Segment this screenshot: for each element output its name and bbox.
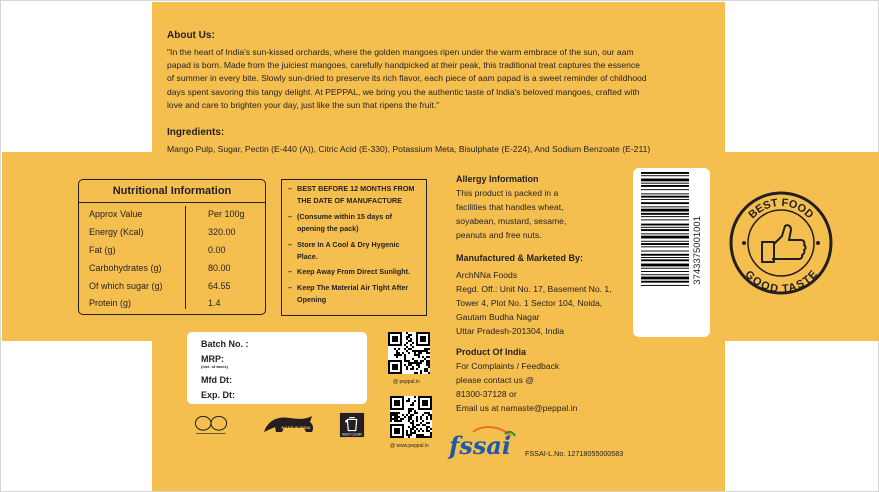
batch-box: [187, 332, 367, 404]
nutrition-label: Protein (g): [89, 298, 132, 308]
allergy-line: soyabean, mustard, sesame,: [456, 216, 567, 226]
best-food-badge: [726, 188, 836, 298]
qr-pattern: [388, 332, 430, 374]
storage-item: – (Consume within 15 days of opening the pack): [288, 212, 393, 233]
manufacturer-line: ArchNNa Foods: [456, 270, 518, 280]
origin-heading: Product Of India: [456, 347, 527, 357]
contact-line: Email us at namaste@peppal.in: [456, 403, 578, 413]
qr-code-instagram[interactable]: [388, 332, 430, 374]
about-line: papad is born. Made from the juiciest mangoes, carefully handpicked at their peak, this traditional treat captures the essence: [167, 60, 640, 71]
nutrition-label: Approx Value: [89, 209, 143, 219]
nutrition-title: Nutritional Information: [112, 185, 232, 197]
nutrition-label: Of which sugar (g): [89, 281, 163, 291]
ingredients-heading: Ingredients:: [167, 127, 225, 138]
storage-item: – Keep The Material Air Tight After Opening: [288, 283, 409, 304]
thumbs-up-icon: [762, 225, 806, 262]
ingredients-text: Mango Pulp, Sugar, Pectin (E-440 (A)), Citric Acid (E-330), Potassium Meta, Bisulphate (E-224), And Sodium Benzoate (E-211): [167, 144, 651, 154]
barcode-number: 3743375001001: [692, 216, 703, 285]
qr-caption: @ peppal.in: [393, 379, 420, 385]
badge-top-text: BEST FOOD: [746, 196, 816, 222]
qr-caption: @ www.peppal.in: [390, 443, 429, 449]
about-line: love and care to brighten your day, just like the sun that ripens the fruit.": [167, 99, 440, 110]
batch-label: Batch No. :: [201, 339, 249, 349]
nutrition-row: [89, 298, 259, 310]
make-in-india-lion-icon: [262, 412, 318, 438]
keep-clean-bin-icon: [338, 412, 366, 438]
nutrition-value: 1.4: [208, 298, 221, 308]
make-in-india-text: MAKE IN INDIA: [281, 425, 311, 430]
nutrition-value: 320.00: [208, 227, 236, 237]
allergy-info: [456, 172, 566, 242]
about-line: days spent savoring this tangy delight. At PEPPAL, we bring you the authentic taste of India's beloved mangoes, crafted with: [167, 86, 640, 97]
storage-instructions: [281, 179, 427, 316]
nutrition-value: 0.00: [208, 245, 226, 255]
storage-item: – Keep Away From Direct Sunlight.: [288, 267, 411, 276]
qr-pattern: [390, 396, 432, 438]
about-heading: About Us:: [167, 30, 215, 41]
about-line: of summer in every bite. Slowly sun-dried to preserve its rich flavor, each piece of aam papad is a sweet reminder of childhood: [167, 73, 647, 84]
fssai-logo-text: fssai: [449, 431, 512, 460]
nutrition-row: [89, 209, 259, 221]
allergy-heading: Allergy Information: [456, 174, 539, 184]
qr-code-website[interactable]: [390, 396, 432, 438]
nutrition-table: [78, 179, 266, 315]
storage-item: – BEST BEFORE 12 MONTHS FROM THE DATE OF MANUFACTURE: [288, 184, 415, 205]
contact-line: 81300-37128 or: [456, 389, 517, 399]
manufacturer-line: Regd. Off.: Unit No. 17, Basement No. 1,: [456, 284, 612, 294]
barcode: [633, 168, 710, 337]
manufacturer-line: Uttar Pradesh-201304, India: [456, 326, 564, 336]
nutrition-label: Fat (g): [89, 245, 116, 255]
manufacturer-line: Tower 4, Plot No. 1 Sector 104, Noida,: [456, 298, 603, 308]
fssai-logo: [447, 424, 519, 460]
divider: [185, 206, 186, 309]
manufacturer-heading: Manufactured & Marketed By:: [456, 253, 584, 263]
allergy-line: facilities that handles wheat,: [456, 202, 564, 212]
allergy-line: peanuts and free nuts.: [456, 230, 542, 240]
nutrition-row: [89, 263, 259, 275]
keep-clean-text: KEEP CLEAN: [342, 432, 362, 437]
mfd-label: Mfd Dt:: [201, 375, 232, 385]
fssai-license: FSSAI-L.No. 12718055000583: [525, 449, 624, 458]
nutrition-value: Per 100g: [208, 209, 245, 219]
nutrition-row: [89, 245, 259, 257]
nutrition-value: 64.55: [208, 281, 231, 291]
nutrition-label: Energy (Kcal): [89, 227, 144, 237]
nutrition-row: [89, 281, 259, 293]
manufacturer-info: [456, 251, 612, 338]
nutrition-value: 80.00: [208, 263, 231, 273]
storage-item: – Store In A Cool & Dry Hygenic Place.: [288, 240, 400, 261]
mrp-sub-label: (incl. of taxes): [201, 364, 228, 369]
allergy-line: This product is packed in a: [456, 188, 559, 198]
badge-bottom-text: GOOD TASTE: [742, 268, 820, 296]
divider: [79, 202, 265, 203]
contact-info: [456, 345, 577, 415]
about-line: "In the heart of India's sun-kissed orchards, where the golden mangoes ripen under the warm embrace of the sun, our aam: [167, 47, 634, 57]
exp-label: Exp. Dt:: [201, 390, 236, 400]
about-text: [167, 46, 715, 112]
contact-line: please contact us @: [456, 375, 534, 385]
mrp-label: MRP:: [201, 354, 224, 364]
nutrition-label: Carbohydrates (g): [89, 263, 162, 273]
veg-mark-icon: [190, 412, 232, 438]
barcode-bars: [633, 168, 710, 337]
contact-line: For Complaints / Feedback: [456, 361, 560, 371]
nutrition-row: [89, 227, 259, 239]
manufacturer-line: Gautam Budha Nagar: [456, 312, 540, 322]
